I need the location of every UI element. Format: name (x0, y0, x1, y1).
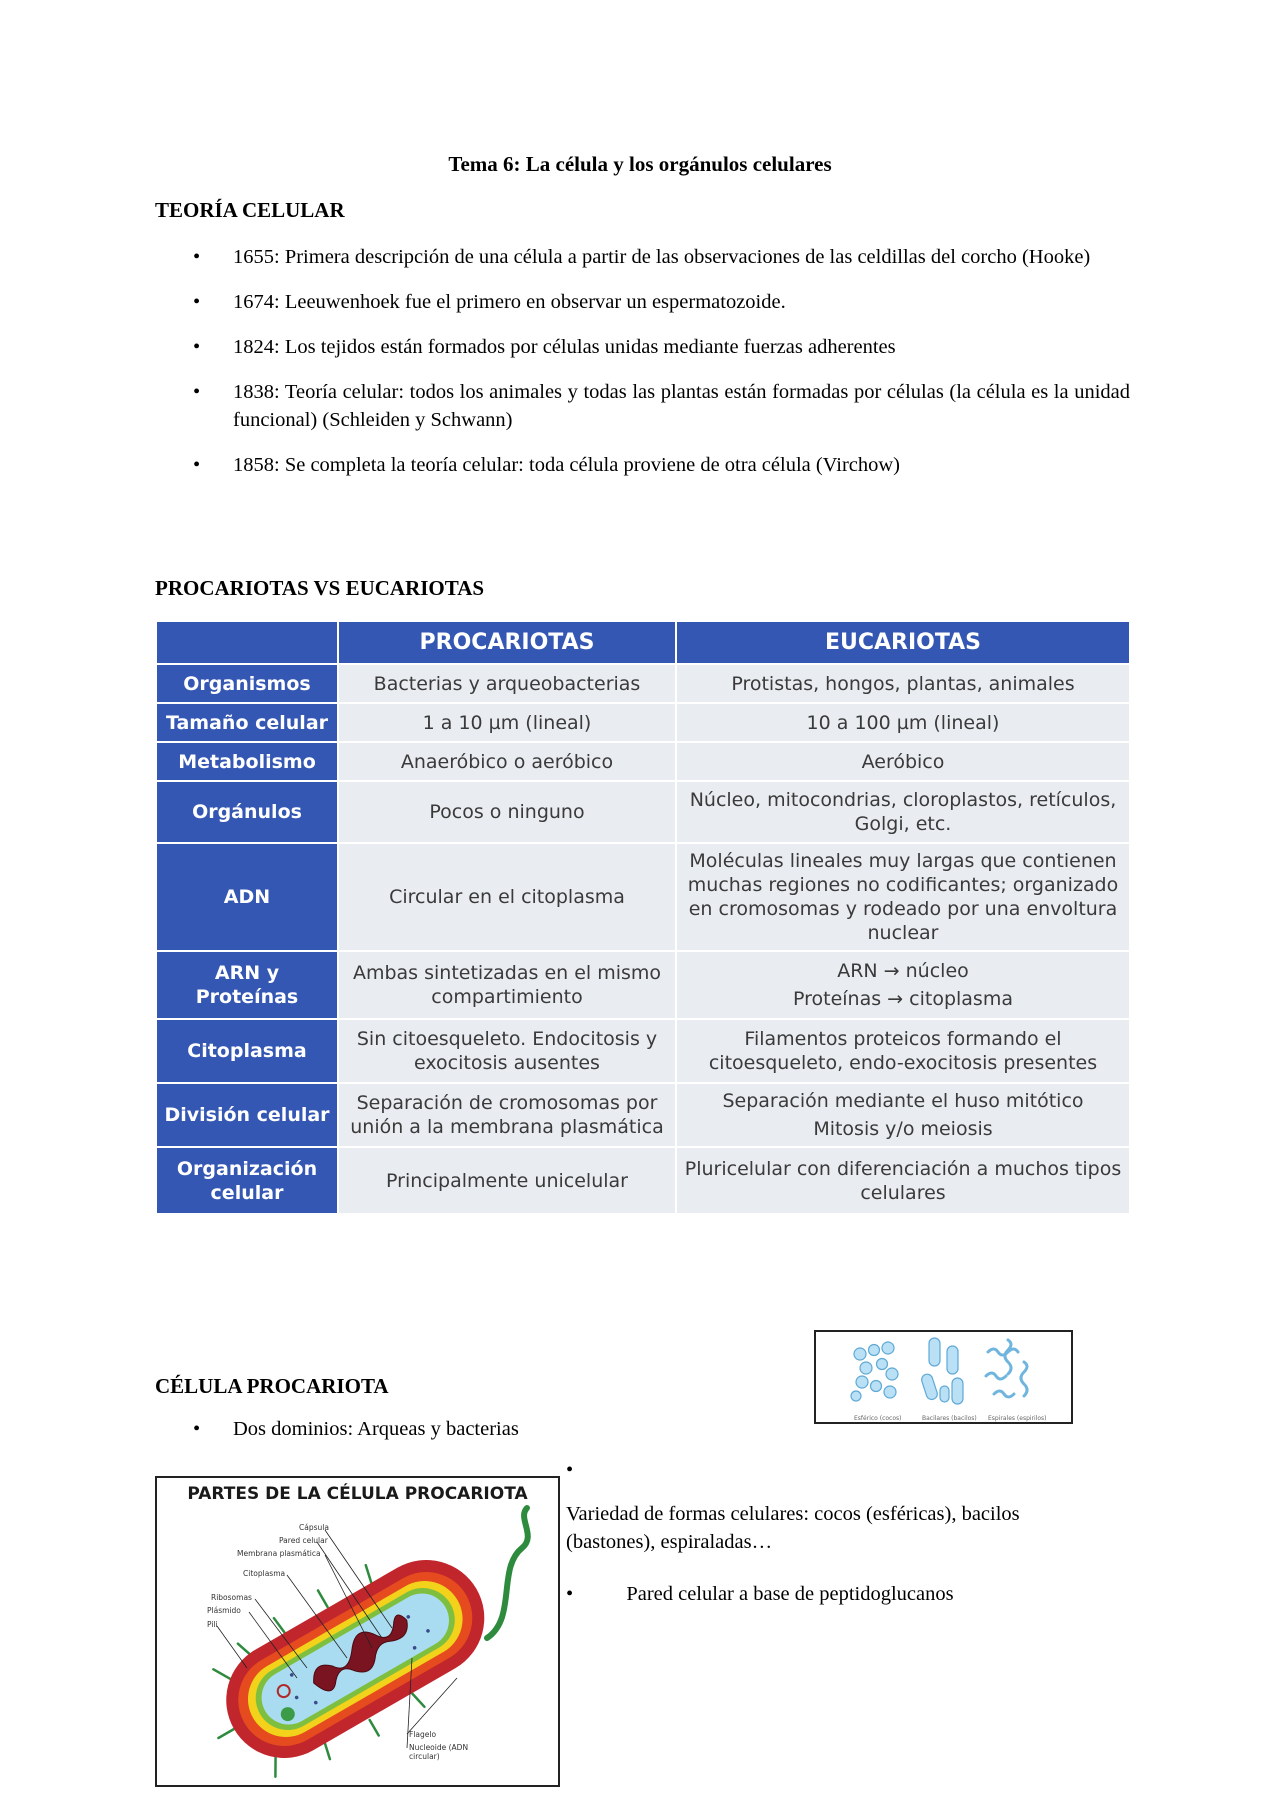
label-citoplasma: Citoplasma (243, 1569, 286, 1578)
bullet-icon: • (193, 381, 201, 403)
bullet-icon: • (566, 1583, 574, 1605)
pared-text: Pared celular a base de peptidoglucanos (626, 1583, 954, 1605)
cell-procariotas: Principalmente unicelular (338, 1147, 676, 1214)
cell-eucariotas: Núcleo, mitocondrias, cloroplastos, retículos, Golgi, etc. (676, 781, 1130, 843)
prokaryote-diagram (155, 1476, 560, 1787)
cell-eucariotas: Protistas, hongos, plantas, animales (676, 664, 1130, 703)
cell-procariotas: 1 a 10 µm (lineal) (338, 703, 676, 742)
cell-shapes-illustration (816, 1332, 1071, 1412)
bacilli-icon (920, 1338, 963, 1404)
page-title: Tema 6: La célula y los orgánulos celulares (448, 152, 832, 176)
list-item: • 1824: Los tejidos están formados por células unidas mediante fuerzas adherentes (155, 333, 1130, 361)
table-row (156, 843, 1130, 951)
bullet-icon: • (566, 1459, 574, 1481)
cell-procariotas: Pocos o ninguno (338, 781, 676, 843)
shape-caption-bacilos: Bacilares (bacilos) (922, 1415, 977, 1422)
label-pared-celular: Pared celular (279, 1536, 328, 1545)
section-heading-procariota: CÉLULA PROCARIOTA (155, 1374, 389, 1398)
bullet-icon: • (193, 454, 201, 476)
cocci-icon (851, 1342, 898, 1401)
bullet-icon: • (193, 246, 201, 268)
row-label: División celular (156, 1083, 338, 1147)
header-eucariotas: EUCARIOTAS (676, 621, 1130, 664)
table-row (156, 703, 1130, 742)
cell-eucariotas: Aeróbico (676, 742, 1130, 781)
list-item: • 1655: Primera descripción de una célula a partir de las observaciones de las celdillas del corcho (Hooke) (155, 243, 1130, 271)
teoria-list (155, 243, 1130, 496)
label-flagelo: Flagelo (409, 1730, 437, 1739)
table-row (156, 781, 1130, 843)
row-label: Organismos (156, 664, 338, 703)
cell-eucariotas: Separación mediante el huso mitótico Mitosis y/o meiosis (676, 1083, 1130, 1147)
pared-item (566, 1580, 1126, 1608)
table-header-row (156, 621, 1130, 664)
list-item: • 1838: Teoría celular: todos los animales y todas las plantas están formadas por células (la célula es la unidad funcional) (Schleiden y Schwann) (155, 378, 1130, 434)
label-ribosomas: Ribosomas (211, 1593, 252, 1602)
label-pili: Pili (207, 1620, 218, 1629)
cell-procariotas: Anaeróbico o aeróbico (338, 742, 676, 781)
label-nucleoide: Nucleoide (ADN circular) (409, 1743, 469, 1761)
table-row (156, 951, 1130, 1019)
bullet-icon: • (193, 336, 201, 358)
comparison-table (155, 620, 1131, 1215)
row-label: ARN y Proteínas (156, 951, 338, 1019)
row-label: Orgánulos (156, 781, 338, 843)
label-capsula: Cápsula (299, 1523, 329, 1532)
table-row (156, 664, 1130, 703)
list-item: • 1858: Se completa la teoría celular: toda célula proviene de otra célula (Virchow) (155, 451, 1130, 479)
section-heading-teoria: TEORÍA CELULAR (155, 198, 345, 222)
row-label: Organización celular (156, 1147, 338, 1214)
table-row (156, 742, 1130, 781)
row-label: Citoplasma (156, 1019, 338, 1083)
diagram-title: PARTES DE LA CÉLULA PROCARIOTA (187, 1484, 528, 1504)
cell-eucariotas: Moléculas lineales muy largas que contienen muchas regiones no codificantes; organizado en cromosomas y rodeado por una envoltura nuclear (676, 843, 1130, 951)
flagellum-icon (487, 1508, 528, 1638)
cell-procariotas: Ambas sintetizadas en el mismo compartimiento (338, 951, 676, 1019)
bullet-icon: • (193, 1418, 201, 1440)
row-label: Tamaño celular (156, 703, 338, 742)
row-label: ADN (156, 843, 338, 951)
bullet-icon: • (193, 291, 201, 313)
formas-text: Variedad de formas celulares: cocos (esféricas), bacilos (bastones), espiraladas… (566, 1503, 1020, 1553)
list-item: • 1674: Leeuwenhoek fue el primero en observar un espermatozoide. (155, 288, 1130, 316)
list-item: • Dos dominios: Arqueas y bacterias (155, 1415, 1130, 1443)
table-row (156, 1019, 1130, 1083)
label-membrana: Membrana plasmática (237, 1549, 321, 1558)
cell-eucariotas: ARN → núcleo Proteínas → citoplasma (676, 951, 1130, 1019)
shape-caption-espirilos: Espirales (espirilos) (988, 1415, 1047, 1422)
cell-procariotas: Separación de cromosomas por unión a la membrana plasmática (338, 1083, 676, 1147)
header-procariotas: PROCARIOTAS (338, 621, 676, 664)
cell-procariotas: Circular en el citoplasma (338, 843, 676, 951)
cell-procariotas: Bacterias y arqueobacterias (338, 664, 676, 703)
procariota-list (155, 1415, 1130, 1460)
cell-eucariotas: Pluricelular con diferenciación a muchos tipos celulares (676, 1147, 1130, 1214)
prokaryote-cell-illustration (157, 1478, 558, 1785)
table-row (156, 1083, 1130, 1147)
cell-eucariotas: Filamentos proteicos formando el citoesqueleto, endo-exocitosis presentes (676, 1019, 1130, 1083)
row-label: Metabolismo (156, 742, 338, 781)
spirilla-icon (986, 1340, 1027, 1397)
cell-procariotas: Sin citoesqueleto. Endocitosis y exocitosis ausentes (338, 1019, 676, 1083)
section-heading-comparacion: PROCARIOTAS VS EUCARIOTAS (155, 576, 485, 600)
header-empty (156, 621, 338, 664)
cell-eucariotas: 10 a 100 µm (lineal) (676, 703, 1130, 742)
cell-shapes-image (814, 1330, 1073, 1424)
shape-caption-cocos: Esférico (cocos) (854, 1415, 902, 1422)
table-row (156, 1147, 1130, 1214)
label-plasmido: Plásmido (207, 1606, 241, 1615)
